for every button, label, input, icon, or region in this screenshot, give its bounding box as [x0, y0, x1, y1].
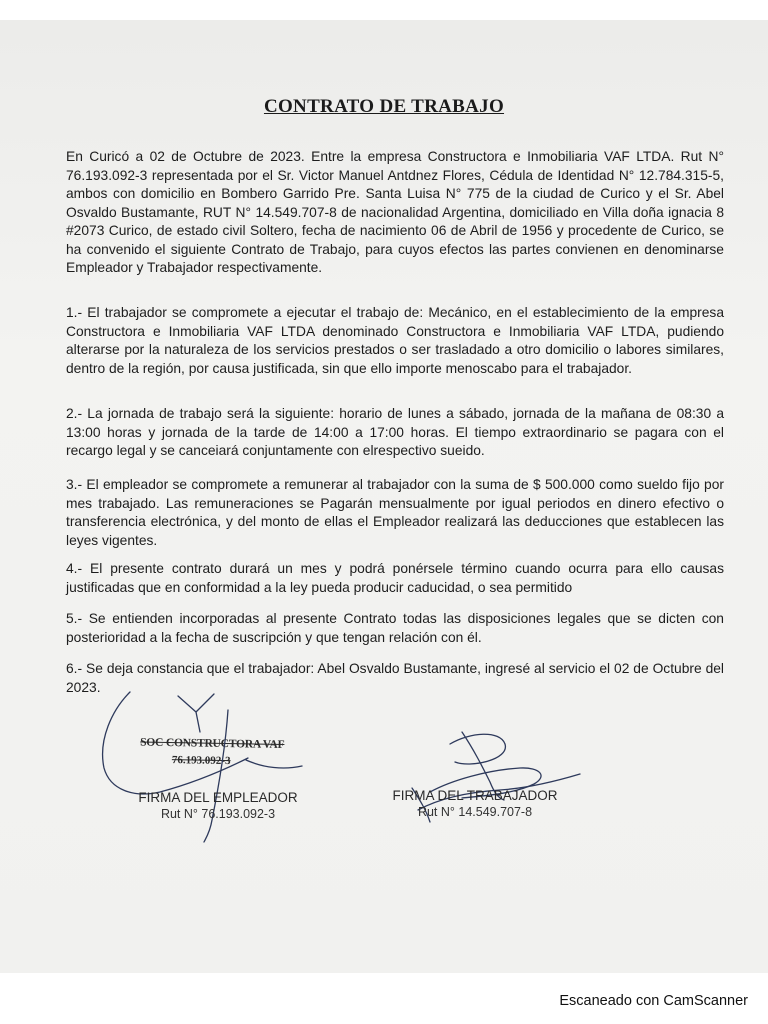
clause-6: 6.- Se deja constancia que el trabajador: Abel Osvaldo Bustamante, ingresé al servicio el 02 de Octubre del 2023. [66, 661, 724, 695]
clause-3: 3.- El empleador se compromete a remunerar al trabajador con la suma de $ 500.000 como sueldo fijo por mes trabajado. Las remuneraciones se Pagarán mensualmente por igual periodos en dinero efectivo o transferencia electrónica, y del monto de ellas el Empleador realizará las deducciones que establecen las leyes vigentes. [66, 477, 724, 548]
clause-2: 2.- La jornada de trabajo será la siguiente: horario de lunes a sábado, jornada de la mañana de 08:30 a 13:00 horas y jornada de la tarde de 14:00 a 17:00 horas. El tiempo extraordinario se pagara con el recargo legal y se canceiará conjuntamente con elrespectivo sueido. [66, 406, 724, 458]
worker-signature-label: FIRMA DEL TRABAJADOR [392, 788, 558, 803]
clause-1: 1.- El trabajador se compromete a ejecutar el trabajo de: Mecánico, en el establecimiento de la empresa Constructora e Inmobiliaria VAF LTDA denominado Constructora e Inmobiliaria VAF LTDA, pudiendo alterarse por la naturaleza de los servicios prestados o ser trasladado a otro domicilio o labores similares, dentro de la región, por causa justificada, sin que ello importe menoscabo para el trabajador. [66, 305, 724, 376]
employer-rut: Rut N° 76.193.092-3 [160, 807, 276, 821]
worker-signature [450, 734, 505, 764]
stamp-rut: 76.193.092-3 [171, 754, 231, 768]
worker-signature-block [370, 787, 580, 821]
stamp-company-name: SOC CONSTRUCTORA VAF [140, 736, 285, 752]
scanned-page [0, 20, 768, 973]
employer-signature-label: FIRMA DEL EMPLEADOR [138, 790, 298, 805]
document-title: CONTRATO DE TRABAJO [263, 96, 505, 117]
worker-rut: Rut N° 14.549.707-8 [417, 805, 533, 819]
company-stamp [140, 735, 311, 772]
camscanner-watermark: Escaneado con CamScanner [559, 993, 748, 1009]
clause-5: 5.- Se entienden incorporadas al presente Contrato todas las disposiciones legales que se dicten con posterioridad a la fecha de suscripción y que tengan relación con él. [66, 611, 724, 645]
employer-signature-block [118, 789, 318, 823]
intro-paragraph: En Curicó a 02 de Octubre de 2023. Entre la empresa Constructora e Inmobiliaria VAF LTDA. Rut N° 76.193.092-3 representada por el Sr. Victor Manuel Antdnez Flores, Cédula de Identidad N° 12.784.315-5, ambos con domicilio en Bombero Garrido Pre. Santa Luisa N° 775 de la ciudad de Curico y el Sr. Abel Osvaldo Bustamante, RUT N° 14.549.707-8 de nacionalidad Argentina, domiciliado en Villa doña ignacia 8 #2073 Curico, de estado civil Soltero, fecha de nacimiento 06 de Abril de 1956 y procedente de Curico, se ha convenido el siguiente Contrato de Trabajo, para cuyos efectos las partes convienen en denominarse Empleador y Trabajador respectivamente. [66, 149, 724, 275]
clause-4: 4.- El presente contrato durará un mes y podrá ponérsele término cuando ocurra para ello causas justificadas que en conformidad a la ley pueda producir caducidad, o sea permitido [66, 561, 724, 595]
